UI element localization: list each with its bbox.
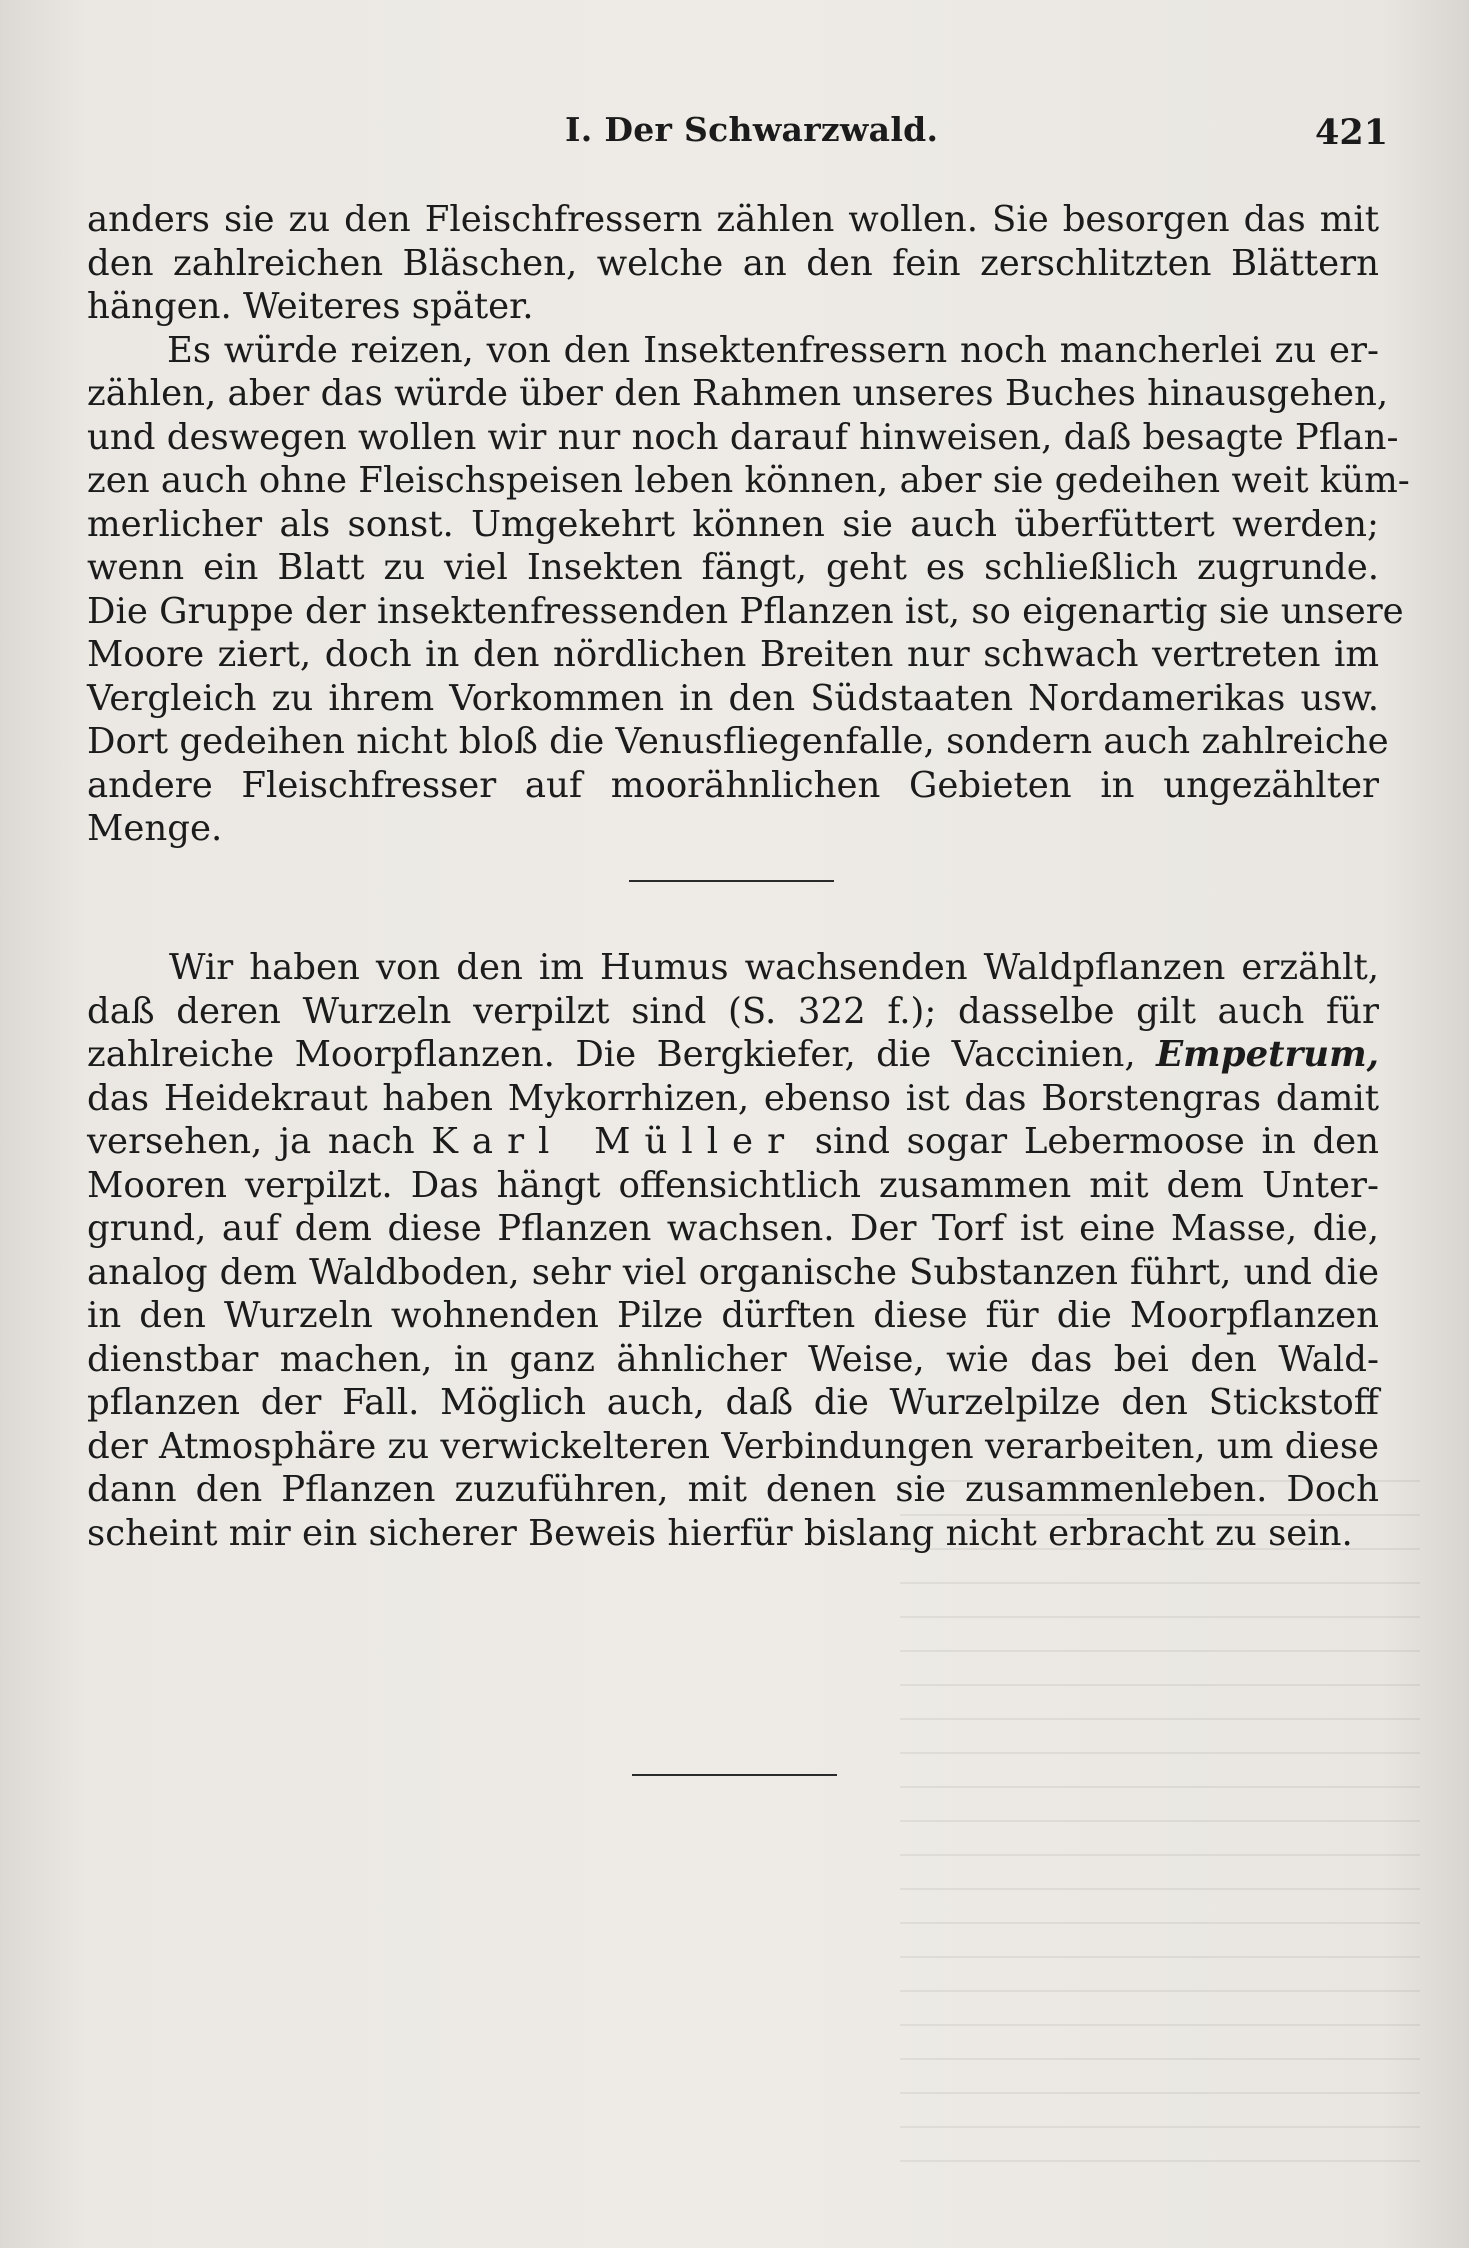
- text-line: daß deren Wurzeln verpilzt sind (S. 322 f.); dasselbe gilt auch für: [87, 990, 1379, 1032]
- text-line: scheint mir ein sicherer Beweis hierfür bislang nicht erbracht zu sein.: [87, 1512, 1353, 1554]
- text-line: grund, auf dem diese Pflanzen wachsen. Der Torf ist eine Masse, die,: [87, 1208, 1379, 1249]
- text-line: [87, 1120, 1379, 1164]
- text-line: dann den Pflanzen zuzuführen, mit denen sie zusammenleben. Doch: [87, 1469, 1379, 1510]
- text-line: der Atmosphäre zu verwickelteren Verbindungen verarbeiten, um diese: [87, 1425, 1380, 1467]
- upper-text-block: [87, 198, 1410, 851]
- lower-text-block: [87, 946, 1379, 1555]
- text-line: Wir haben von den im Humus wachsenden Waldpflanzen erzählt,: [169, 947, 1379, 988]
- text-line: [87, 1033, 1379, 1077]
- text-line: dienstbar machen, in ganz ähnlicher Weise, wie das bei den Wald-: [87, 1338, 1379, 1380]
- text-line: zen auch ohne Fleischspeisen leben können, aber sie gedeihen weit küm-: [87, 460, 1410, 501]
- text-line: andere Fleischfresser auf moorähnlichen Gebieten in ungezählter: [87, 764, 1379, 806]
- text-line: Es würde reizen, von den Insektenfressern noch mancherlei zu er-: [167, 329, 1379, 371]
- section-divider: [629, 880, 834, 882]
- text-line: Die Gruppe der insektenfressenden Pflanzen ist, so eigenartig sie unsere: [87, 590, 1404, 632]
- text-line: wenn ein Blatt zu viel Insekten fängt, geht es schließlich zugrunde.: [87, 547, 1379, 588]
- text-segment: versehen, ja nach: [87, 1121, 415, 1162]
- text-line: hängen. Weiteres später.: [87, 286, 534, 327]
- bleed-through-shadow: [900, 1480, 1420, 2180]
- text-line: Dort gedeihen nicht bloß die Venusfliegenfalle, sondern auch zahlreiche: [87, 721, 1389, 762]
- page-header: [0, 102, 1469, 162]
- text-line: in den Wurzeln wohnenden Pilze dürften diese für die Moorpflanzen: [87, 1295, 1379, 1336]
- text-line: Moore ziert, doch in den nördlichen Breiten nur schwach vertreten im: [87, 634, 1379, 675]
- text-segment: zahlreiche Moorpflanzen. Die Bergkiefer, die Vaccinien,: [87, 1034, 1136, 1075]
- italic-term: Empetrum,: [1156, 1034, 1379, 1075]
- text-line: zählen, aber das würde über den Rahmen unseres Buches hinausgehen,: [87, 373, 1389, 414]
- text-line: pflanzen der Fall. Möglich auch, daß die Wurzelpilze den Stickstoff: [87, 1382, 1379, 1423]
- page-number: 421: [1315, 112, 1389, 153]
- paragraph-3: [87, 946, 1379, 1555]
- paragraph-1: [87, 198, 1379, 329]
- text-line: und deswegen wollen wir nur noch darauf hinweisen, daß besagte Pflan-: [87, 416, 1399, 458]
- text-line: das Heidekraut haben Mykorrhizen, ebenso ist das Borstengras damit: [87, 1077, 1379, 1119]
- running-head: I. Der Schwarzwald.: [565, 110, 939, 149]
- text-line: Vergleich zu ihrem Vorkommen in den Südstaaten Nordamerikas usw.: [87, 677, 1379, 719]
- text-segment: sind sogar Lebermoose in den: [814, 1121, 1380, 1162]
- paragraph-2: [87, 329, 1410, 851]
- text-line: analog dem Waldboden, sehr viel organische Substanzen führt, und die: [87, 1251, 1379, 1293]
- text-line: anders sie zu den Fleischfressern zählen wollen. Sie besorgen das mit: [87, 199, 1379, 240]
- text-line: Menge.: [87, 808, 223, 849]
- text-line: merlicher als sonst. Umgekehrt können sie auch überfüttert werden;: [87, 503, 1379, 545]
- text-line: den zahlreichen Bläschen, welche an den fein zerschlitzten Blättern: [87, 242, 1379, 284]
- spaced-author-name: Karl Müller: [431, 1121, 799, 1162]
- text-line: Mooren verpilzt. Das hängt offensichtlich zusammen mit dem Unter-: [87, 1164, 1379, 1206]
- section-divider: [632, 1774, 837, 1776]
